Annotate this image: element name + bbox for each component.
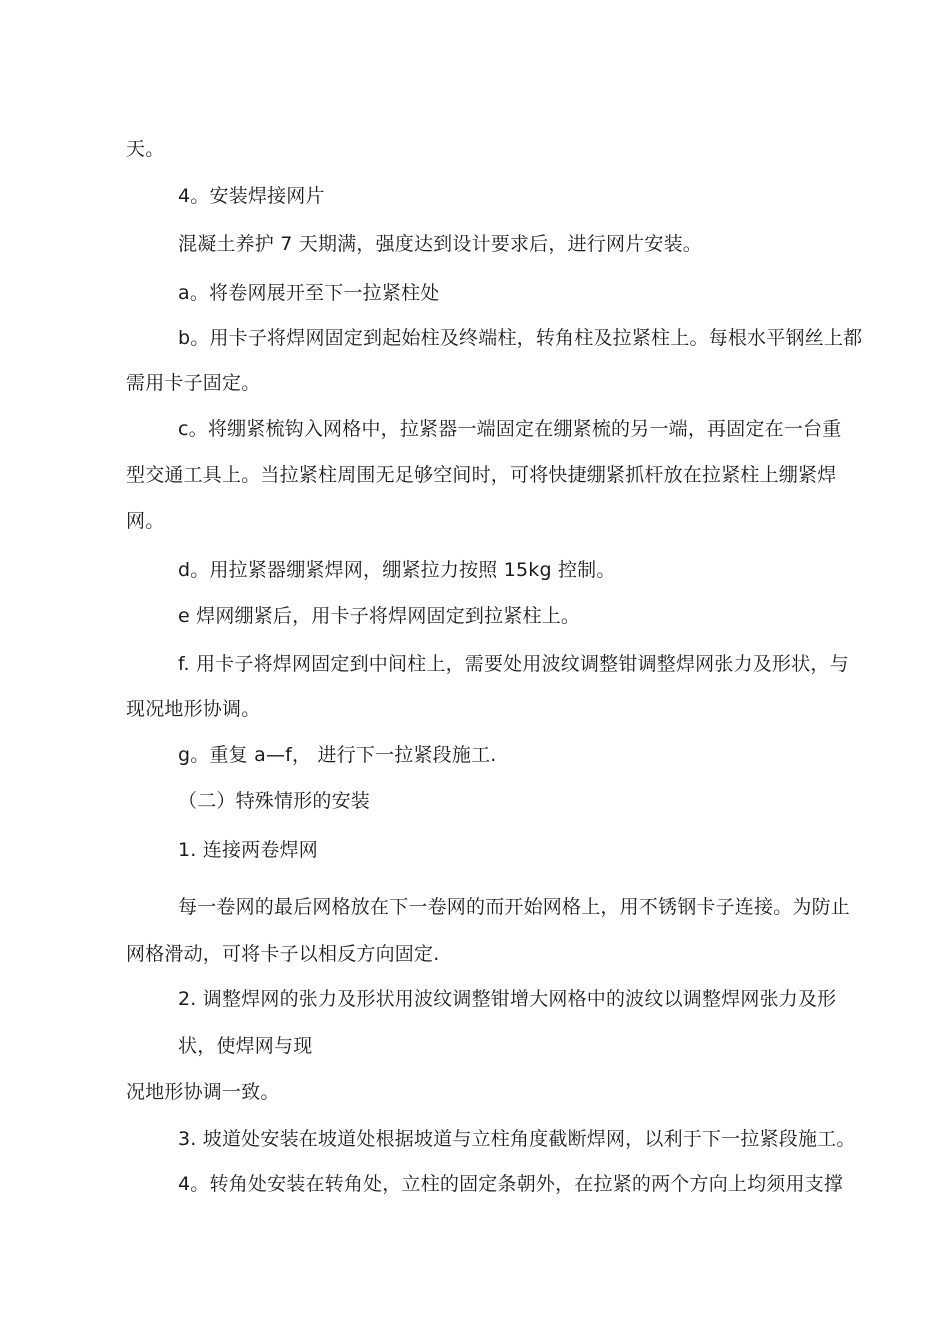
item-2-text-cont-2: 况地形协调一致。 bbox=[126, 1081, 280, 1103]
text-line-3: 混凝土养护 7 天期满，强度达到设计要求后，进行网片安装。 bbox=[178, 233, 702, 255]
step-b-cont: 需用卡子固定。 bbox=[126, 372, 261, 394]
step-a: a。将卷网展开至下一拉紧柱处 bbox=[178, 282, 440, 304]
step-f: f. 用卡子将焊网固定到中间柱上，需要处用波纹调整钳调整焊网张力及形状，与 bbox=[178, 653, 849, 675]
item-2-text: 2. 调整焊网的张力及形状用波纹调整钳增大网格中的波纹以调整焊网张力及形 bbox=[178, 988, 837, 1010]
item-3-text: 3. 坡道处安装在坡道处根据坡道与立柱角度截断焊网，以利于下一拉紧段施工。 bbox=[178, 1128, 856, 1150]
section-heading-install-mesh: 4。安装焊接网片 bbox=[178, 185, 325, 207]
step-c-cont-2: 网。 bbox=[126, 510, 165, 532]
step-f-cont: 现况地形协调。 bbox=[126, 698, 261, 720]
step-c: c。将绷紧梳钩入网格中，拉紧器一端固定在绷紧梳的另一端，再固定在一台重 bbox=[178, 418, 842, 440]
item-1-text: 每一卷网的最后网格放在下一卷网的而开始网格上，用不锈钢卡子连接。为防止 bbox=[178, 896, 851, 918]
step-g: g。重复 a—f， 进行下一拉紧段施工. bbox=[178, 744, 497, 766]
text-line-1: 天。 bbox=[126, 138, 165, 160]
step-c-cont-1: 型交通工具上。当拉紧柱周围无足够空间时，可将快捷绷紧抓杆放在拉紧柱上绷紧焊 bbox=[126, 464, 837, 486]
step-b: b。用卡子将焊网固定到起始柱及终端柱，转角柱及拉紧柱上。每根水平钢丝上都 bbox=[178, 327, 863, 349]
item-4-text: 4。转角处安装在转角处，立柱的固定条朝外，在拉紧的两个方向上均须用支撑 bbox=[178, 1173, 844, 1195]
step-d: d。用拉紧器绷紧焊网，绷紧拉力按照 15kg 控制。 bbox=[178, 559, 616, 581]
item-2-text-cont-1: 状，使焊网与现 bbox=[178, 1035, 313, 1057]
step-e: e 焊网绷紧后，用卡子将焊网固定到拉紧柱上。 bbox=[178, 605, 581, 627]
section-heading-special-cases: （二）特殊情形的安装 bbox=[178, 790, 371, 812]
item-1-text-cont: 网格滑动，可将卡子以相反方向固定. bbox=[126, 943, 440, 965]
item-1-heading: 1. 连接两卷焊网 bbox=[178, 839, 318, 861]
